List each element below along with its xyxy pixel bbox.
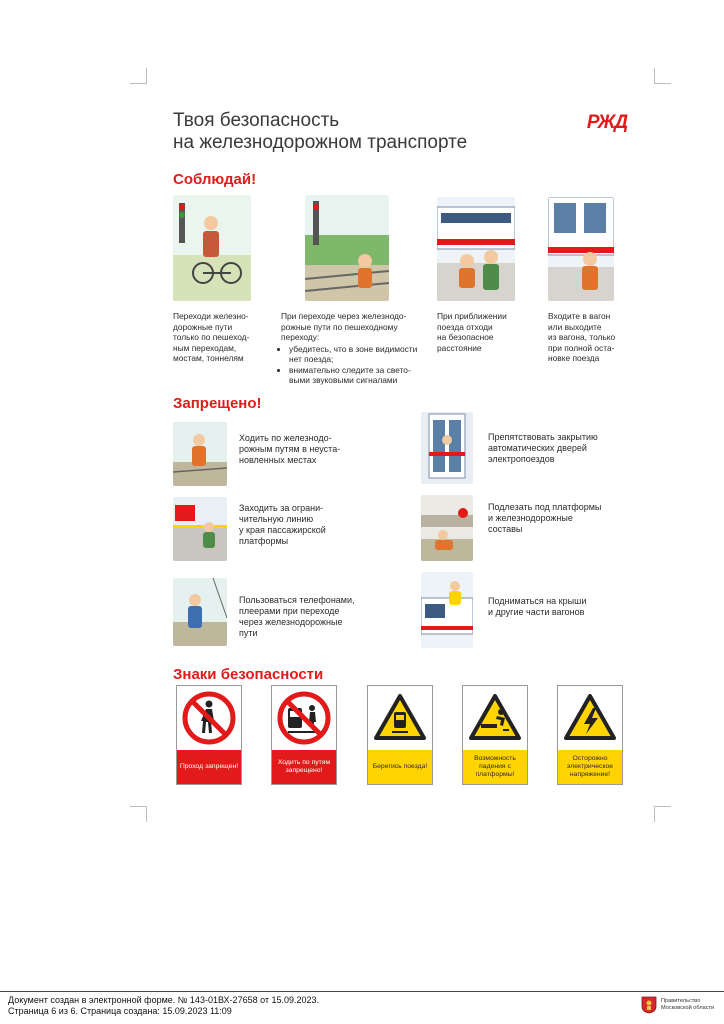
svg-text:РЖД: РЖД — [586, 112, 628, 133]
illustration-platform-edge — [173, 497, 227, 561]
illustration-train-approach — [437, 197, 515, 301]
high-voltage-icon — [558, 686, 622, 750]
illustration-phone-on-tracks — [173, 578, 227, 646]
forbidden-text-4: Подлезать под платформы и железнодорожные составы — [488, 502, 602, 534]
footer-line-1: Документ создан в электронной форме. № 143-01ВХ-27658 от 15.09.2023. — [8, 995, 320, 1005]
footer-divider — [0, 991, 724, 992]
illustration-pedestrian-crossing — [173, 195, 251, 301]
sign-beware-train — [367, 685, 433, 785]
observe-bullet: • внимательно следите за свето-выми звуковыми сигналами — [289, 365, 427, 386]
forbidden-text-6: Подниматься на крыши и другие части вагонов — [488, 596, 587, 617]
fall-warning-icon — [463, 686, 527, 750]
sign-no-walking-tracks — [271, 685, 337, 785]
illustration-walking-on-tracks — [173, 422, 227, 486]
sign-label: Берегись поезда! — [368, 750, 432, 784]
crop-mark — [146, 806, 147, 822]
crop-mark — [655, 806, 671, 807]
sign-label: Проход запрещен! — [177, 750, 241, 784]
observe-caption-3: При приближении поезда отходи на безопасное расстояние — [437, 311, 507, 353]
footer-line-2: Страница 6 из 6. Страница создана: 15.09.2023 11:09 — [8, 1005, 232, 1016]
sign-label: Осторожно электрическое напряжение! — [558, 750, 622, 784]
observe-caption-2: При переходе через железнодо- рожные пути по пешеходному переходу: • убедитесь, что в зоне видимости нет поезда; • внимательно следите за свето-выми звуковыми сигналами — [281, 311, 427, 386]
section-forbidden-heading: Запрещено! — [173, 395, 262, 412]
crop-mark — [130, 83, 146, 84]
document-footer — [8, 995, 319, 1016]
gov-label: Правительство Московской области — [661, 998, 715, 1011]
crop-mark — [655, 83, 671, 84]
sign-label: Возможность падения с платформы! — [463, 750, 527, 784]
forbidden-text-1: Ходить по железнодо- рожным путям в неуста- новленных местах — [239, 433, 341, 465]
forbidden-text-2: Препятствовать закрытию автоматических дверей электропоездов — [488, 432, 598, 464]
observe-caption-1: Переходи железно- дорожные пути только по пешеход- ным переходам, мостам, тоннелям — [173, 311, 250, 363]
crop-mark — [130, 806, 146, 807]
no-walking-on-tracks-icon — [272, 686, 336, 750]
illustration-under-platform — [421, 495, 473, 561]
crop-mark — [146, 68, 147, 84]
forbidden-text-5: Пользоваться телефонами, плеерами при переходе через железнодорожные пути — [239, 595, 355, 638]
forbidden-text-3: Заходить за ограни- чительную линию у края пассажирской платформы — [239, 503, 326, 546]
moscow-region-emblem-icon — [641, 996, 657, 1019]
observe-bullet: • убедитесь, что в зоне видимости нет поезда; — [289, 344, 427, 365]
no-walking-icon — [177, 686, 241, 750]
section-observe-heading: Соблюдай! — [173, 171, 257, 188]
train-warning-icon — [368, 686, 432, 750]
sign-platform-fall — [462, 685, 528, 785]
illustration-crossing-tracks — [305, 195, 389, 301]
crop-mark — [654, 68, 655, 84]
page-title — [173, 110, 467, 154]
title-line-2: на железнодорожном транспорте — [173, 132, 468, 153]
sign-label: Ходить по путям запрещено! — [272, 750, 336, 784]
illustration-climbing-train — [421, 572, 473, 648]
sign-no-passage — [176, 685, 242, 785]
sign-high-voltage — [557, 685, 623, 785]
illustration-blocking-doors — [421, 412, 473, 484]
crop-mark — [654, 806, 655, 822]
section-signs-heading: Знаки безопасности — [173, 666, 324, 683]
rzd-logo — [583, 109, 631, 133]
illustration-boarding-train — [548, 197, 614, 301]
observe-caption-4: Входите в вагон или выходите из вагона, только при полной оста- новке поезда — [548, 311, 616, 363]
title-line-1: Твоя безопасность — [173, 110, 340, 131]
